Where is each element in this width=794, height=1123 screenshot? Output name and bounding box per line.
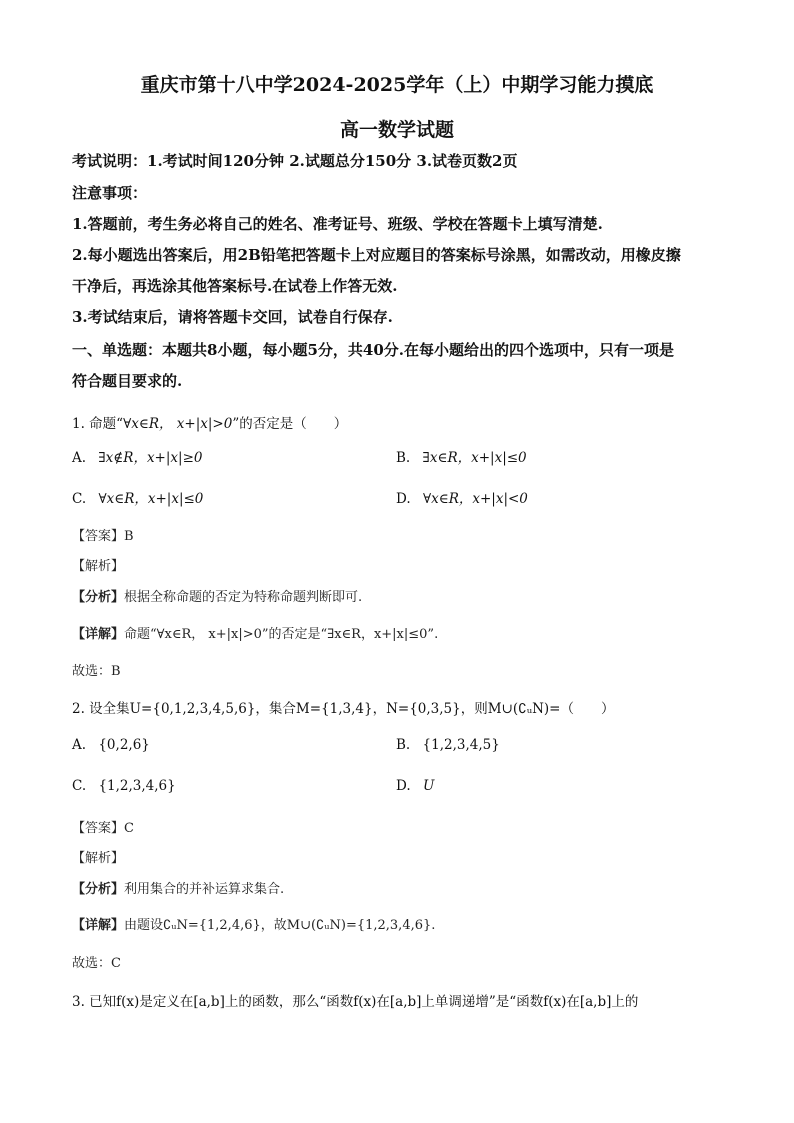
option-text: {0,2,6} (98, 737, 150, 753)
question-2-analysis-tag: 【解析】 (72, 851, 125, 866)
exam-info: 考试说明：1.考试时间120分钟 2.试题总分150分 3.试卷页数2页 (72, 152, 518, 170)
option-text: U (422, 778, 435, 794)
attention-item-2-line-2: 干净后，再选涂其他答案标号.在试卷上作答无效. (72, 277, 398, 295)
question-1-option-c (72, 487, 203, 507)
option-label: C. (72, 491, 87, 507)
question-2-stem: 2. 设全集U={0,1,2,3,4,5,6}，集合M={1,3,4}，N={0,3,5}，则M∪(∁ᵤN)=（ ） (72, 701, 615, 717)
option-text: ∃x∉R，x+|x|≥0 (98, 450, 203, 466)
attention-title: 注意事项： (72, 184, 148, 202)
fenxi-tag: 【分析】 (72, 882, 125, 897)
question-1-option-a (72, 446, 202, 466)
option-label: C. (72, 778, 87, 794)
option-text: {1,2,3,4,6} (98, 778, 176, 794)
option-label: A. (72, 450, 87, 466)
question-1-option-d (396, 487, 528, 507)
option-text: {1,2,3,4,5} (422, 737, 500, 753)
question-1-analysis-tag: 【解析】 (72, 559, 125, 574)
section-heading-line-2: 符合题目要求的. (72, 372, 183, 390)
option-text: ∀x∈R，x+|x|<0 (422, 491, 528, 507)
fenxi-tag: 【分析】 (72, 590, 125, 605)
question-3-stem: 3. 已知f(x)是定义在[a,b]上的函数，那么“函数f(x)在[a,b]上单调递增”是“函数f(x)在[a,b]上的 (72, 994, 639, 1010)
exam-subtitle: 高一数学试题 (339, 119, 454, 141)
question-1-option-b (396, 446, 527, 466)
option-text: ∃x∈R，x+|x|≤0 (422, 450, 527, 466)
attention-item-3: 3.考试结束后，请将答题卡交回，试卷自行保存. (72, 308, 393, 326)
question-2-option-b (396, 737, 500, 753)
detail-tag: 【详解】 (72, 627, 125, 642)
question-2-option-d (396, 778, 434, 794)
question-2-answer (72, 817, 134, 836)
question-2-option-a (72, 737, 150, 753)
question-1-detail (72, 623, 438, 642)
option-text: ∀x∈R，x+|x|≤0 (98, 491, 204, 507)
question-1-stem (72, 412, 347, 432)
option-label: B. (396, 450, 411, 466)
question-1-stem-math: ∀x∈R， x+|x|>0 (123, 416, 233, 432)
question-1-stem-post: ”的否定是（ ） (232, 416, 348, 432)
question-2-option-c (72, 778, 176, 794)
answer-value: C (124, 821, 134, 836)
attention-item-1: 1.答题前，考生务必将自己的姓名、准考证号、班级、学校在答题卡上填写清楚. (72, 215, 603, 233)
question-2-detail (72, 914, 435, 933)
answer-tag: 【答案】 (72, 821, 125, 836)
question-1-fenxi (72, 586, 362, 605)
answer-tag: 【答案】 (72, 529, 125, 544)
fenxi-text: 根据全称命题的否定为特称命题判断即可. (124, 590, 363, 605)
option-label: A. (72, 737, 87, 753)
option-label: B. (396, 737, 411, 753)
detail-text: 命题“∀x∈R， x+|x|>0”的否定是“∃x∈R，x+|x|≤0”. (124, 627, 439, 642)
section-heading-line-1: 一、单选题：本题共8小题，每小题5分，共40分.在每小题给出的四个选项中，只有一项是 (72, 341, 674, 359)
question-1-answer (72, 525, 134, 544)
attention-item-2-line-1: 2.每小题选出答案后，用2B铅笔把答题卡上对应题目的答案标号涂黑，如需改动，用橡皮擦 (72, 246, 681, 264)
option-label: D. (396, 778, 411, 794)
fenxi-text: 利用集合的并补运算求集合. (124, 882, 285, 897)
answer-value: B (124, 529, 134, 544)
question-1-stem-pre: 1. 命题“ (72, 416, 124, 432)
exam-title: 重庆市第十八中学2024-2025学年（上）中期学习能力摸底 (140, 74, 654, 96)
question-2-choose: 故选：C (72, 956, 121, 971)
option-label: D. (396, 491, 411, 507)
question-1-choose: 故选：B (72, 664, 121, 679)
question-2-fenxi (72, 878, 284, 897)
detail-tag: 【详解】 (72, 918, 125, 933)
detail-text: 由题设∁ᵤN={1,2,4,6}，故M∪(∁ᵤN)={1,2,3,4,6}. (124, 918, 436, 933)
